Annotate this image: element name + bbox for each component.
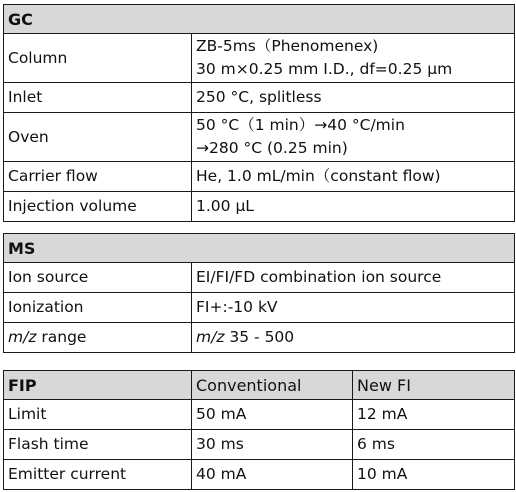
row-value: 250 °C, splitless xyxy=(192,83,515,113)
fip-table xyxy=(3,370,515,490)
row-value: He, 1.0 mL/min（constant flow) xyxy=(192,162,515,192)
new-fi-value: 10 mA xyxy=(353,460,515,490)
gc-table xyxy=(3,4,515,222)
row-label: Ion source xyxy=(4,263,192,293)
row-value xyxy=(192,323,515,353)
table-row xyxy=(4,113,515,162)
table-row xyxy=(4,192,515,222)
ms-title: MS xyxy=(4,234,515,263)
row-value: 1.00 µL xyxy=(192,192,515,222)
value-line: →280 °C (0.25 min) xyxy=(196,139,348,157)
table-row xyxy=(4,162,515,192)
table-row xyxy=(4,263,515,293)
mz-italic: m/z xyxy=(196,328,225,346)
conventional-value: 50 mA xyxy=(192,400,353,430)
col-conventional: Conventional xyxy=(192,371,353,400)
row-label: Inlet xyxy=(4,83,192,113)
value-line: 50 °C（1 min）→40 °C/min xyxy=(196,116,405,134)
value-line: ZB-5ms（Phenomenex) xyxy=(196,37,379,55)
new-fi-value: 12 mA xyxy=(353,400,515,430)
conventional-value: 40 mA xyxy=(192,460,353,490)
row-label: Injection volume xyxy=(4,192,192,222)
row-label: Limit xyxy=(4,400,192,430)
table-row xyxy=(4,293,515,323)
row-label: Carrier flow xyxy=(4,162,192,192)
row-label: Column xyxy=(4,34,192,83)
row-value xyxy=(192,34,515,83)
new-fi-value: 6 ms xyxy=(353,430,515,460)
col-new-fi: New FI xyxy=(353,371,515,400)
table-row xyxy=(4,460,515,490)
table-row xyxy=(4,323,515,353)
row-value: FI+:-10 kV xyxy=(192,293,515,323)
ms-table xyxy=(3,233,515,353)
row-label: Flash time xyxy=(4,430,192,460)
fip-title: FIP xyxy=(4,371,192,400)
row-value xyxy=(192,113,515,162)
table-row xyxy=(4,430,515,460)
row-label: Ionization xyxy=(4,293,192,323)
gc-title: GC xyxy=(4,5,515,34)
row-label: Oven xyxy=(4,113,192,162)
mz-italic: m/z xyxy=(8,328,37,346)
table-row xyxy=(4,34,515,83)
ms-header-row xyxy=(4,234,515,263)
conventional-value: 30 ms xyxy=(192,430,353,460)
value-line: 30 m×0.25 mm I.D., df=0.25 µm xyxy=(196,60,453,78)
table-row xyxy=(4,400,515,430)
label-rest: range xyxy=(36,328,87,346)
table-row xyxy=(4,83,515,113)
row-value: EI/FI/FD combination ion source xyxy=(192,263,515,293)
row-label xyxy=(4,323,192,353)
row-label: Emitter current xyxy=(4,460,192,490)
value-rest: 35 - 500 xyxy=(224,328,295,346)
gc-header-row xyxy=(4,5,515,34)
fip-header-row xyxy=(4,371,515,400)
